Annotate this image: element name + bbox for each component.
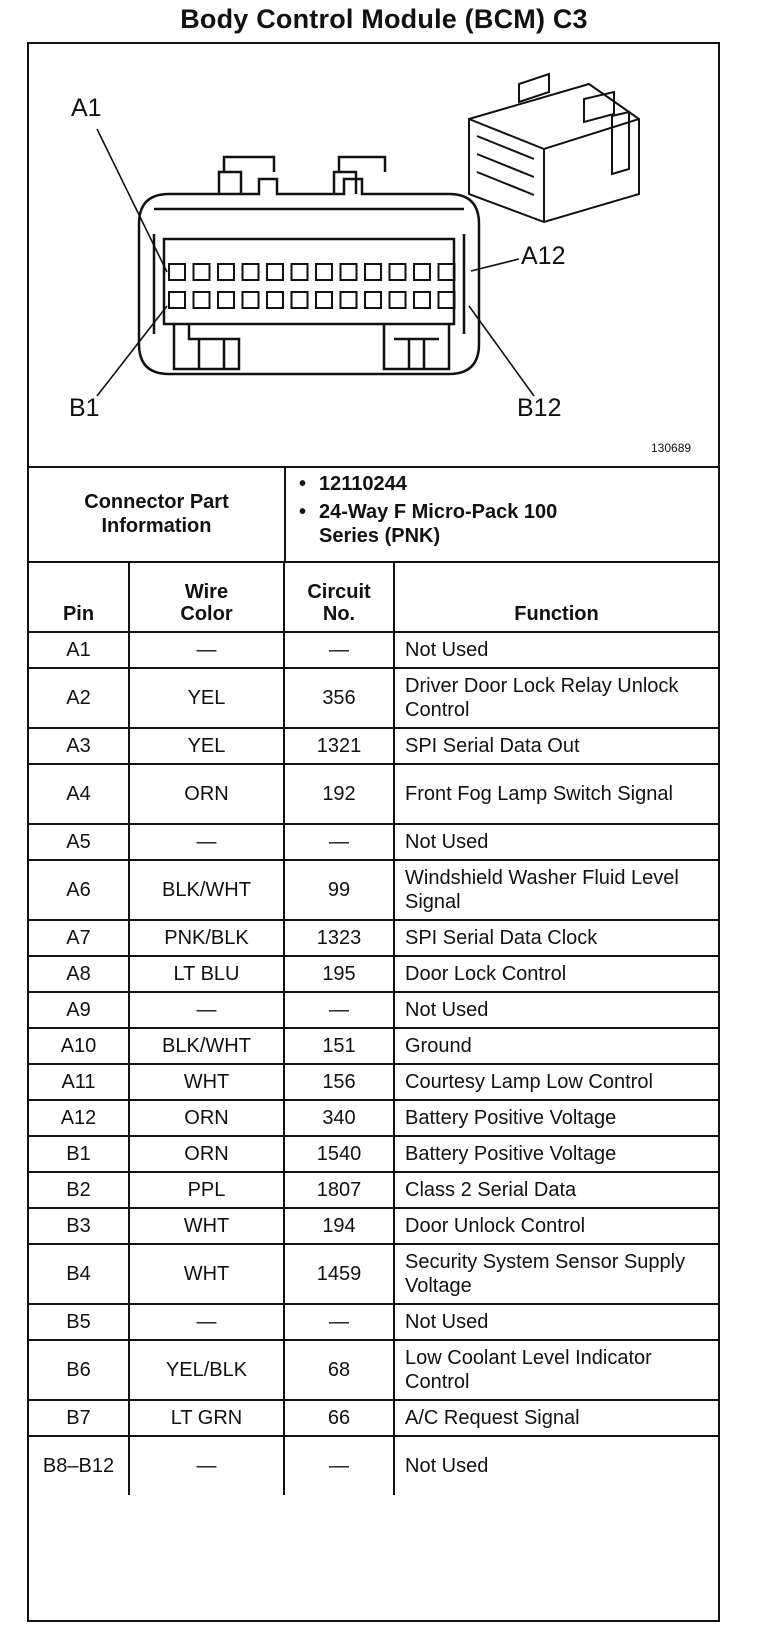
pin-cavity — [316, 292, 332, 308]
cell-function: Ground — [394, 1028, 718, 1064]
cell-function: Security System Sensor Supply Voltage — [394, 1244, 718, 1304]
cell-function: SPI Serial Data Clock — [394, 920, 718, 956]
pin-grid — [169, 264, 455, 308]
cell-function: SPI Serial Data Out — [394, 728, 718, 764]
cell-wire-color: WHT — [129, 1064, 284, 1100]
pin-cavity — [390, 264, 406, 280]
cell-wire-color: WHT — [129, 1244, 284, 1304]
pin-cavity — [414, 292, 430, 308]
table-row — [29, 728, 718, 764]
cell-pin: B8–B12 — [29, 1436, 129, 1495]
cell-circuit: 340 — [284, 1100, 394, 1136]
table-row — [29, 1244, 718, 1304]
cell-circuit: 1323 — [284, 920, 394, 956]
document-frame — [27, 42, 720, 1622]
pin-cavity — [341, 264, 357, 280]
cell-pin: A8 — [29, 956, 129, 992]
table-row — [29, 1208, 718, 1244]
cell-pin: A7 — [29, 920, 129, 956]
cell-circuit: 1321 — [284, 728, 394, 764]
cell-circuit: 68 — [284, 1340, 394, 1400]
cell-function: Class 2 Serial Data — [394, 1172, 718, 1208]
cell-pin: B2 — [29, 1172, 129, 1208]
header-circuit — [284, 562, 394, 632]
cell-function: Driver Door Lock Relay Unlock Control — [394, 668, 718, 728]
pin-cavity — [390, 292, 406, 308]
leader-a1 — [97, 129, 167, 272]
cell-circuit: 99 — [284, 860, 394, 920]
cell-pin: A1 — [29, 632, 129, 668]
cell-pin: A9 — [29, 992, 129, 1028]
pin-cavity — [218, 292, 234, 308]
cell-pin: B3 — [29, 1208, 129, 1244]
cell-circuit: — — [284, 1304, 394, 1340]
cell-wire-color: LT GRN — [129, 1400, 284, 1436]
cell-pin: B4 — [29, 1244, 129, 1304]
cell-wire-color: LT BLU — [129, 956, 284, 992]
cell-circuit: 66 — [284, 1400, 394, 1436]
cell-circuit: 1807 — [284, 1172, 394, 1208]
cell-function: Not Used — [394, 632, 718, 668]
cell-circuit: 1459 — [284, 1244, 394, 1304]
pin-cavity — [439, 264, 455, 280]
connector-type: • 24-Way F Micro-Pack 100 Series (PNK) — [299, 500, 619, 548]
table-row — [29, 1064, 718, 1100]
connector-part-info — [29, 466, 718, 563]
connector-diagram — [29, 44, 718, 468]
pin-cavity — [243, 264, 259, 280]
pin-cavity — [169, 264, 185, 280]
pin-cavity — [316, 264, 332, 280]
cell-wire-color: YEL — [129, 728, 284, 764]
cell-function: Front Fog Lamp Switch Signal — [394, 764, 718, 824]
cell-circuit: 195 — [284, 956, 394, 992]
leader-b1 — [97, 306, 167, 396]
header-circuit-text: Circuit No. — [307, 581, 371, 625]
cell-wire-color: ORN — [129, 1100, 284, 1136]
cell-wire-color: BLK/WHT — [129, 860, 284, 920]
table-row — [29, 992, 718, 1028]
header-pin: Pin — [29, 562, 129, 632]
cell-function: Not Used — [394, 992, 718, 1028]
foot-right — [384, 324, 449, 369]
latch-right — [334, 157, 385, 194]
cell-function: Not Used — [394, 1304, 718, 1340]
cell-circuit: 1540 — [284, 1136, 394, 1172]
table-row — [29, 1400, 718, 1436]
table-row — [29, 1028, 718, 1064]
cell-wire-color: — — [129, 824, 284, 860]
header-function: Function — [394, 562, 718, 632]
pin-cavity — [292, 264, 308, 280]
cell-circuit: 192 — [284, 764, 394, 824]
cell-pin: A2 — [29, 668, 129, 728]
cell-pin: A3 — [29, 728, 129, 764]
cell-wire-color: BLK/WHT — [129, 1028, 284, 1064]
cell-circuit: — — [284, 632, 394, 668]
table-row — [29, 764, 718, 824]
table-header — [29, 562, 718, 632]
label-a1: A1 — [71, 94, 102, 122]
table-row — [29, 632, 718, 668]
cell-function: Door Unlock Control — [394, 1208, 718, 1244]
cell-function: Not Used — [394, 1436, 718, 1495]
cell-wire-color: PPL — [129, 1172, 284, 1208]
connector-info-label-text: Connector Part Information — [84, 490, 229, 537]
connector-info-list — [299, 472, 619, 552]
table-row — [29, 1436, 718, 1495]
cell-wire-color: PNK/BLK — [129, 920, 284, 956]
pin-cavity — [194, 264, 210, 280]
table-row — [29, 920, 718, 956]
cell-wire-color: YEL/BLK — [129, 1340, 284, 1400]
table-row — [29, 824, 718, 860]
cell-wire-color: YEL — [129, 668, 284, 728]
page-title: Body Control Module (BCM) C3 — [180, 4, 588, 34]
pin-cavity — [414, 264, 430, 280]
foot-left — [174, 324, 239, 369]
cell-pin: A12 — [29, 1100, 129, 1136]
cell-function: Windshield Washer Fluid Level Signal — [394, 860, 718, 920]
header-wire-color-text: Wire Color — [180, 581, 233, 625]
label-a12: A12 — [521, 242, 566, 270]
table-row — [29, 1340, 718, 1400]
pin-cavity — [243, 292, 259, 308]
part-number: • 12110244 — [299, 472, 619, 496]
figure-number: 130689 — [651, 441, 692, 455]
pin-cavity — [292, 292, 308, 308]
cell-pin: A5 — [29, 824, 129, 860]
pin-cavity — [439, 292, 455, 308]
cell-wire-color: ORN — [129, 764, 284, 824]
pin-cavity — [365, 292, 381, 308]
label-b1: B1 — [69, 394, 100, 422]
connector-face-drawing — [29, 44, 718, 466]
table-row — [29, 1136, 718, 1172]
cell-circuit: — — [284, 992, 394, 1028]
cell-pin: A6 — [29, 860, 129, 920]
cell-circuit: 356 — [284, 668, 394, 728]
cell-pin: A4 — [29, 764, 129, 824]
cell-wire-color: — — [129, 992, 284, 1028]
cell-function: Battery Positive Voltage — [394, 1100, 718, 1136]
pinout-table — [29, 561, 718, 1495]
header-wire-color — [129, 562, 284, 632]
pin-cavity — [365, 264, 381, 280]
cell-wire-color: WHT — [129, 1208, 284, 1244]
cell-function: Not Used — [394, 824, 718, 860]
cell-pin: A10 — [29, 1028, 129, 1064]
cell-function: Door Lock Control — [394, 956, 718, 992]
label-b12: B12 — [517, 394, 562, 422]
cell-circuit: 194 — [284, 1208, 394, 1244]
table-row — [29, 1304, 718, 1340]
pin-cavity — [341, 292, 357, 308]
pin-cavity — [267, 264, 283, 280]
connector-3d-view — [469, 74, 639, 222]
cell-function: A/C Request Signal — [394, 1400, 718, 1436]
cell-pin: B5 — [29, 1304, 129, 1340]
latch-left — [219, 157, 274, 194]
cell-pin: B1 — [29, 1136, 129, 1172]
cell-function: Low Coolant Level Indicator Control — [394, 1340, 718, 1400]
table-row — [29, 860, 718, 920]
cell-pin: B7 — [29, 1400, 129, 1436]
cell-function: Courtesy Lamp Low Control — [394, 1064, 718, 1100]
cell-circuit: — — [284, 824, 394, 860]
pin-cavity — [267, 292, 283, 308]
cell-wire-color: — — [129, 1436, 284, 1495]
table-row — [29, 1172, 718, 1208]
cell-pin: B6 — [29, 1340, 129, 1400]
cell-pin: A11 — [29, 1064, 129, 1100]
cell-circuit: 156 — [284, 1064, 394, 1100]
cell-wire-color: — — [129, 1304, 284, 1340]
table-row — [29, 956, 718, 992]
cell-wire-color: ORN — [129, 1136, 284, 1172]
pin-cavity — [218, 264, 234, 280]
pin-cavity — [169, 292, 185, 308]
cell-function: Battery Positive Voltage — [394, 1136, 718, 1172]
cell-circuit: 151 — [284, 1028, 394, 1064]
cell-wire-color: — — [129, 632, 284, 668]
connector-info-label — [29, 466, 286, 561]
table-row — [29, 1100, 718, 1136]
pin-cavity — [194, 292, 210, 308]
table-row — [29, 668, 718, 728]
cell-circuit: — — [284, 1436, 394, 1495]
